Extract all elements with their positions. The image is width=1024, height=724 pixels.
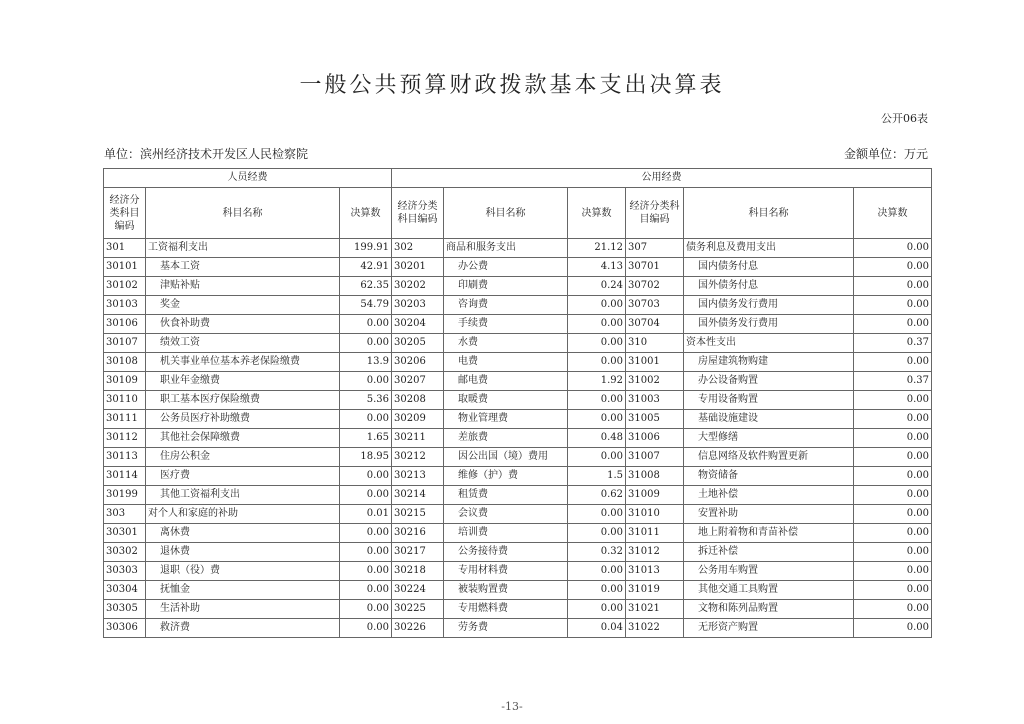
cell-amount: 0.00 [568, 581, 626, 600]
group-header-row [104, 169, 932, 188]
cell-code: 31022 [626, 619, 684, 638]
cell-amount: 0.00 [568, 505, 626, 524]
table-row [104, 429, 932, 448]
cell-amount: 0.00 [568, 600, 626, 619]
cell-amount: 0.00 [340, 600, 392, 619]
cell-amount: 0.00 [568, 410, 626, 429]
cell-name: 物资储备 [684, 467, 854, 486]
table-row [104, 372, 932, 391]
cell-name: 生活补助 [146, 600, 340, 619]
table-row [104, 581, 932, 600]
cell-code: 30114 [104, 467, 146, 486]
cell-amount: 0.00 [568, 315, 626, 334]
cell-code: 30218 [392, 562, 444, 581]
cell-name: 基本工资 [146, 258, 340, 277]
cell-amount: 0.37 [854, 372, 932, 391]
cell-amount: 0.00 [568, 562, 626, 581]
cell-amount: 0.00 [340, 543, 392, 562]
cell-code: 30306 [104, 619, 146, 638]
cell-code: 302 [392, 239, 444, 258]
cell-amount: 0.00 [568, 296, 626, 315]
cell-code: 31002 [626, 372, 684, 391]
cell-code: 31013 [626, 562, 684, 581]
cell-name: 医疗费 [146, 467, 340, 486]
cell-code: 30212 [392, 448, 444, 467]
col-header-code: 经济分类科目编码 [104, 188, 146, 239]
cell-amount: 21.12 [568, 239, 626, 258]
cell-name: 地上附着物和青苗补偿 [684, 524, 854, 543]
cell-code: 31006 [626, 429, 684, 448]
cell-name: 专用设备购置 [684, 391, 854, 410]
cell-name: 职业年金缴费 [146, 372, 340, 391]
cell-name: 会议费 [444, 505, 568, 524]
cell-name: 咨询费 [444, 296, 568, 315]
cell-code: 30302 [104, 543, 146, 562]
col-header-name: 科目名称 [444, 188, 568, 239]
cell-amount: 0.00 [854, 448, 932, 467]
cell-name: 差旅费 [444, 429, 568, 448]
cell-code: 301 [104, 239, 146, 258]
cell-name: 基础设施建设 [684, 410, 854, 429]
cell-code: 31003 [626, 391, 684, 410]
cell-code: 31005 [626, 410, 684, 429]
table-row [104, 334, 932, 353]
cell-amount: 0.00 [854, 524, 932, 543]
cell-amount: 0.00 [340, 410, 392, 429]
cell-amount: 0.00 [854, 258, 932, 277]
cell-code: 30103 [104, 296, 146, 315]
cell-code: 31012 [626, 543, 684, 562]
cell-code: 30199 [104, 486, 146, 505]
cell-name: 国外债务付息 [684, 277, 854, 296]
cell-name: 手续费 [444, 315, 568, 334]
cell-name: 住房公积金 [146, 448, 340, 467]
table-row [104, 296, 932, 315]
cell-amount: 0.00 [340, 486, 392, 505]
cell-name: 国内债务付息 [684, 258, 854, 277]
cell-code: 30701 [626, 258, 684, 277]
cell-code: 30202 [392, 277, 444, 296]
cell-code: 31010 [626, 505, 684, 524]
cell-name: 商品和服务支出 [444, 239, 568, 258]
cell-name: 专用燃料费 [444, 600, 568, 619]
cell-code: 30109 [104, 372, 146, 391]
cell-amount: 62.35 [340, 277, 392, 296]
cell-amount: 4.13 [568, 258, 626, 277]
cell-name: 土地补偿 [684, 486, 854, 505]
cell-amount: 0.00 [340, 524, 392, 543]
cell-code: 30214 [392, 486, 444, 505]
cell-amount: 0.62 [568, 486, 626, 505]
page-number: -13- [501, 700, 523, 713]
cell-code: 30301 [104, 524, 146, 543]
cell-name: 奖金 [146, 296, 340, 315]
cell-name: 安置补助 [684, 505, 854, 524]
table-row [104, 505, 932, 524]
table-row [104, 353, 932, 372]
money-unit-label: 金额单位：万元 [843, 147, 928, 161]
cell-name: 房屋建筑物购建 [684, 353, 854, 372]
cell-amount: 1.92 [568, 372, 626, 391]
cell-name: 邮电费 [444, 372, 568, 391]
cell-amount: 0.00 [340, 581, 392, 600]
cell-amount: 0.00 [854, 296, 932, 315]
cell-amount: 0.00 [854, 619, 932, 638]
form-number: 公开06表 [881, 112, 928, 125]
cell-amount: 0.00 [340, 334, 392, 353]
cell-code: 30304 [104, 581, 146, 600]
cell-name: 伙食补助费 [146, 315, 340, 334]
cell-code: 30305 [104, 600, 146, 619]
cell-code: 30113 [104, 448, 146, 467]
cell-name: 取暖费 [444, 391, 568, 410]
cell-name: 公务员医疗补助缴费 [146, 410, 340, 429]
cell-code: 30102 [104, 277, 146, 296]
cell-amount: 0.00 [854, 600, 932, 619]
page-title: 一般公共预算财政拨款基本支出决算表 [299, 73, 725, 98]
table-row [104, 486, 932, 505]
cell-amount: 0.00 [854, 353, 932, 372]
cell-code: 30702 [626, 277, 684, 296]
cell-name: 被装购置费 [444, 581, 568, 600]
col-header-amount: 决算数 [340, 188, 392, 239]
cell-amount: 0.32 [568, 543, 626, 562]
cell-amount: 0.00 [340, 372, 392, 391]
cell-amount: 0.04 [568, 619, 626, 638]
cell-name: 债务利息及费用支出 [684, 239, 854, 258]
cell-amount: 0.37 [854, 334, 932, 353]
cell-name: 印刷费 [444, 277, 568, 296]
unit-label: 单位：滨州经济技术开发区人民检察院 [104, 147, 309, 161]
cell-name: 培训费 [444, 524, 568, 543]
cell-code: 30206 [392, 353, 444, 372]
cell-name: 抚恤金 [146, 581, 340, 600]
col-header-amount: 决算数 [854, 188, 932, 239]
cell-amount: 0.00 [854, 486, 932, 505]
table-row [104, 619, 932, 638]
cell-code: 30208 [392, 391, 444, 410]
cell-amount: 0.01 [340, 505, 392, 524]
cell-name: 水费 [444, 334, 568, 353]
cell-code: 30225 [392, 600, 444, 619]
cell-amount: 0.00 [568, 524, 626, 543]
cell-amount: 0.00 [340, 619, 392, 638]
cell-amount: 0.00 [568, 353, 626, 372]
cell-code: 31007 [626, 448, 684, 467]
cell-name: 其他社会保障缴费 [146, 429, 340, 448]
cell-name: 其他交通工具购置 [684, 581, 854, 600]
cell-code: 30207 [392, 372, 444, 391]
cell-name: 公务接待费 [444, 543, 568, 562]
cell-code: 30704 [626, 315, 684, 334]
cell-name: 租赁费 [444, 486, 568, 505]
cell-name: 退休费 [146, 543, 340, 562]
cell-name: 对个人和家庭的补助 [146, 505, 340, 524]
cell-code: 30203 [392, 296, 444, 315]
cell-name: 办公设备购置 [684, 372, 854, 391]
cell-code: 30211 [392, 429, 444, 448]
table-row [104, 315, 932, 334]
cell-name: 救济费 [146, 619, 340, 638]
cell-code: 30703 [626, 296, 684, 315]
cell-name: 信息网络及软件购置更新 [684, 448, 854, 467]
cell-name: 职工基本医疗保险缴费 [146, 391, 340, 410]
cell-name: 拆迁补偿 [684, 543, 854, 562]
col-header-name: 科目名称 [684, 188, 854, 239]
cell-code: 30215 [392, 505, 444, 524]
cell-code: 30110 [104, 391, 146, 410]
cell-code: 30217 [392, 543, 444, 562]
cell-amount: 0.00 [854, 467, 932, 486]
cell-code: 30209 [392, 410, 444, 429]
cell-code: 31021 [626, 600, 684, 619]
cell-code: 30226 [392, 619, 444, 638]
cell-name: 文物和陈列品购置 [684, 600, 854, 619]
table-row [104, 258, 932, 277]
cell-amount: 0.00 [854, 562, 932, 581]
cell-amount: 0.00 [854, 277, 932, 296]
cell-amount: 199.91 [340, 239, 392, 258]
cell-name: 津贴补贴 [146, 277, 340, 296]
cell-amount: 54.79 [340, 296, 392, 315]
cell-name: 机关事业单位基本养老保险缴费 [146, 353, 340, 372]
cell-code: 31001 [626, 353, 684, 372]
cell-amount: 0.00 [854, 391, 932, 410]
cell-amount: 18.95 [340, 448, 392, 467]
cell-name: 因公出国（境）费用 [444, 448, 568, 467]
cell-name: 电费 [444, 353, 568, 372]
group-header-personnel: 人员经费 [104, 169, 392, 188]
table-row [104, 562, 932, 581]
cell-name: 其他工资福利支出 [146, 486, 340, 505]
cell-name: 国内债务发行费用 [684, 296, 854, 315]
table-body [104, 239, 932, 638]
table-row [104, 391, 932, 410]
cell-code: 30205 [392, 334, 444, 353]
cell-code: 30204 [392, 315, 444, 334]
cell-amount: 0.00 [340, 315, 392, 334]
table-row [104, 467, 932, 486]
cell-code: 31009 [626, 486, 684, 505]
cell-name: 国外债务发行费用 [684, 315, 854, 334]
cell-code: 307 [626, 239, 684, 258]
cell-name: 维修（护）费 [444, 467, 568, 486]
cell-amount: 0.00 [854, 543, 932, 562]
cell-amount: 0.00 [568, 391, 626, 410]
cell-name: 劳务费 [444, 619, 568, 638]
cell-name: 退职（役）费 [146, 562, 340, 581]
col-header-amount: 决算数 [568, 188, 626, 239]
col-header-code: 经济分类科目编码 [626, 188, 684, 239]
cell-code: 30216 [392, 524, 444, 543]
cell-amount: 1.65 [340, 429, 392, 448]
cell-code: 30107 [104, 334, 146, 353]
cell-amount: 5.36 [340, 391, 392, 410]
cell-code: 30224 [392, 581, 444, 600]
cell-code: 31008 [626, 467, 684, 486]
cell-code: 30112 [104, 429, 146, 448]
cell-name: 办公费 [444, 258, 568, 277]
cell-amount: 0.48 [568, 429, 626, 448]
cell-amount: 0.00 [854, 429, 932, 448]
cell-name: 专用材料费 [444, 562, 568, 581]
cell-amount: 0.00 [854, 410, 932, 429]
cell-amount: 0.00 [854, 239, 932, 258]
table-row [104, 448, 932, 467]
cell-code: 31019 [626, 581, 684, 600]
cell-name: 公务用车购置 [684, 562, 854, 581]
table-row [104, 600, 932, 619]
cell-code: 30106 [104, 315, 146, 334]
table-row [104, 524, 932, 543]
cell-amount: 0.00 [568, 448, 626, 467]
col-header-name: 科目名称 [146, 188, 340, 239]
cell-name: 资本性支出 [684, 334, 854, 353]
cell-amount: 1.5 [568, 467, 626, 486]
cell-amount: 0.00 [854, 315, 932, 334]
col-header-code: 经济分类科目编码 [392, 188, 444, 239]
expenditure-table [103, 168, 932, 638]
cell-amount: 0.00 [854, 581, 932, 600]
cell-code: 31011 [626, 524, 684, 543]
cell-name: 物业管理费 [444, 410, 568, 429]
cell-name: 绩效工资 [146, 334, 340, 353]
cell-amount: 13.9 [340, 353, 392, 372]
cell-name: 工资福利支出 [146, 239, 340, 258]
cell-amount: 0.00 [568, 334, 626, 353]
column-header-row [104, 188, 932, 239]
group-header-public: 公用经费 [392, 169, 932, 188]
cell-name: 无形资产购置 [684, 619, 854, 638]
cell-amount: 0.24 [568, 277, 626, 296]
cell-amount: 42.91 [340, 258, 392, 277]
table-row [104, 410, 932, 429]
table-row [104, 543, 932, 562]
cell-amount: 0.00 [854, 505, 932, 524]
cell-code: 310 [626, 334, 684, 353]
cell-name: 离休费 [146, 524, 340, 543]
cell-amount: 0.00 [340, 562, 392, 581]
cell-code: 30303 [104, 562, 146, 581]
cell-code: 30108 [104, 353, 146, 372]
cell-name: 大型修缮 [684, 429, 854, 448]
cell-code: 30201 [392, 258, 444, 277]
cell-amount: 0.00 [340, 467, 392, 486]
cell-code: 30101 [104, 258, 146, 277]
table-row [104, 239, 932, 258]
cell-code: 303 [104, 505, 146, 524]
cell-code: 30213 [392, 467, 444, 486]
cell-code: 30111 [104, 410, 146, 429]
table-row [104, 277, 932, 296]
